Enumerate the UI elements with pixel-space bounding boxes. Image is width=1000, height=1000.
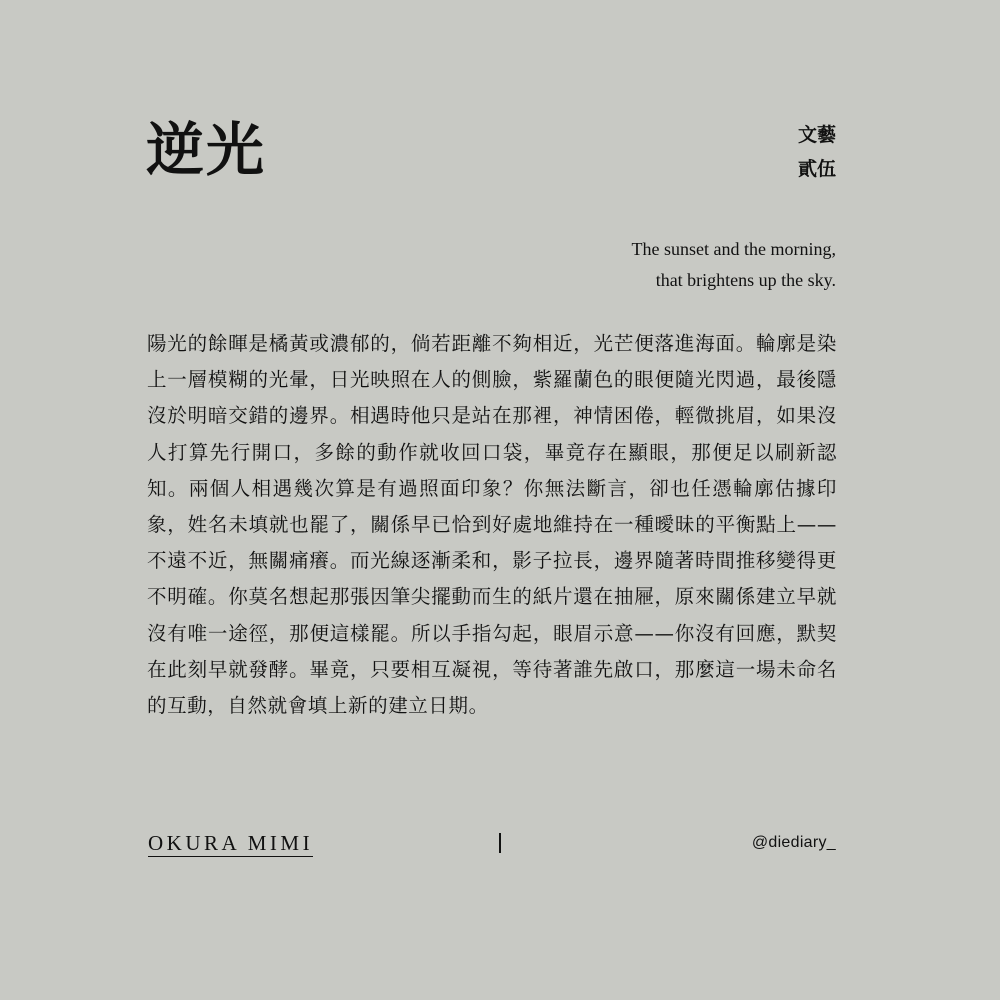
epigraph-line-2: that brightens up the sky.: [655, 270, 836, 290]
social-handle: @diediary_: [751, 834, 836, 851]
category-line-1: 文藝: [797, 124, 836, 146]
category-label: [798, 118, 836, 186]
epigraph-line-1: The sunset and the morning,: [631, 239, 836, 259]
page-title: 逆光: [146, 116, 267, 184]
epigraph: [632, 234, 836, 296]
body-paragraph: 陽光的餘暉是橘黃或濃郁的，倘若距離不夠相近，光芒便落進海面。輪廓是染上一層模糊的光暈，日光映照在人的側臉，紫羅蘭色的眼便隨光閃過，最後隱沒於明暗交錯的邊界。相遇時他只是站在那裡，神情困倦，輕微挑眉，如果沒人打算先行開口，多餘的動作就收回口袋，畢竟存在顯眼，那便足以刷新認知。兩個人相遇幾次算是有過照面印象？你無法斷言，卻也任憑輪廓估據印象，姓名未填就也罷了，關係早已恰到好處地維持在一種曖昧的平衡點上——不遠不近，無關痛癢。而光線逐漸柔和，影子拉長，邊界隨著時間推移變得更不明確。你莫名想起那張因筆尖擺動而生的紙片還在抽屜，原來關係建立早就沒有唯一途徑，那便這樣罷。所以手指勾起，眼眉示意——你沒有回應，默契在此刻早就發酵。畢竟，只要相互凝視，等待著誰先啟口，那麼這一場未命名的互動，自然就會填上新的建立日期。: [147, 332, 837, 718]
category-line-2: 貳伍: [797, 158, 836, 180]
author-name: OKURA MIMI: [148, 831, 314, 855]
footer-divider: [499, 833, 501, 853]
